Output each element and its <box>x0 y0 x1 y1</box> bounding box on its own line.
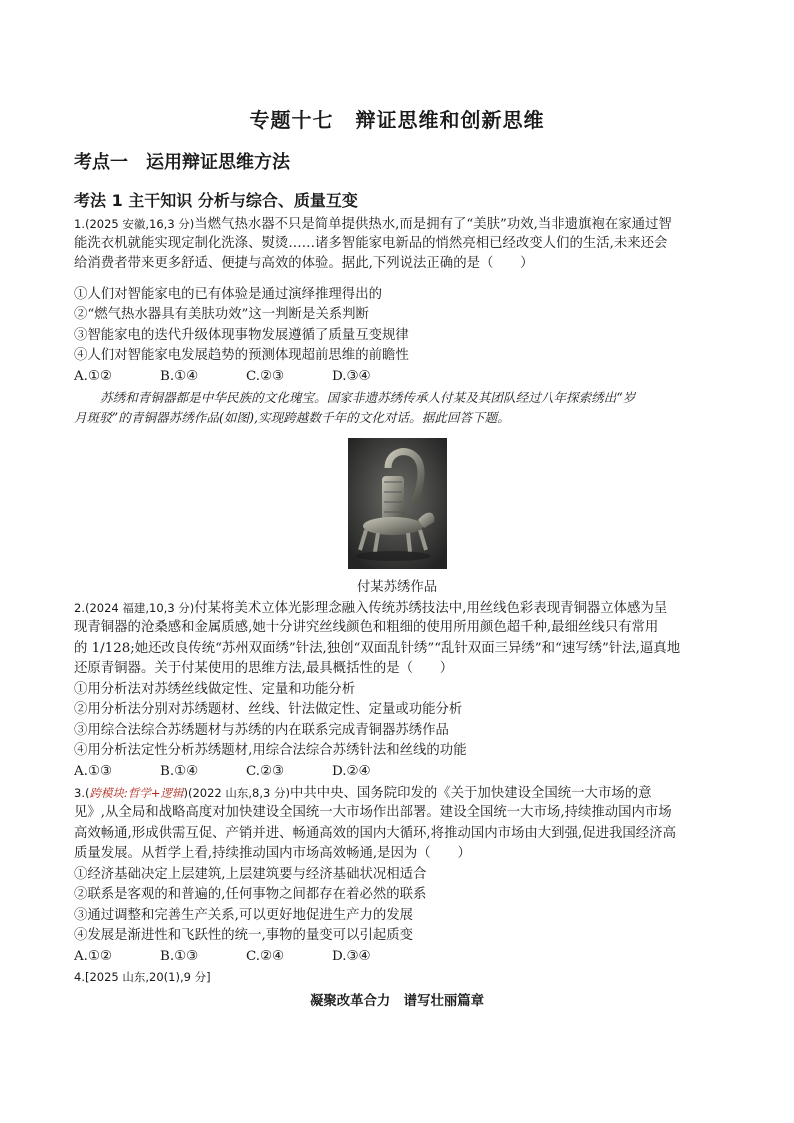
q2-choice-d: D.②④ <box>332 764 371 779</box>
q1-option-3: ③智能家电的迭代升级体现事物发展遵循了质量互变规律 <box>74 328 409 343</box>
q1-choice-a: A.①② <box>74 369 112 384</box>
q2-line-2: 现青铜器的沧桑感和金属质感,她十分讲究丝线颜色和粗细的使用所用颜色超千种,最细丝线只有常用 <box>74 620 659 635</box>
q1-choices <box>74 367 724 387</box>
q2-choices <box>74 762 724 782</box>
bronze-embroidery-photo <box>348 438 447 569</box>
q4-line-1 <box>74 967 724 988</box>
title-part-name: 辩证思维和创新思维 <box>355 108 545 132</box>
section-name: 运用辩证思维方法 <box>146 152 290 173</box>
q3-line-1 <box>74 783 724 804</box>
q4-source: 4.[2025 山东,20(1),9 分] <box>74 970 211 984</box>
q3-choices <box>74 947 724 967</box>
q1-stem-start: 当燃气热水器不只是简单提供热水,而是拥有了“美肤”功效,当非遗旗袍在家通过智 <box>194 217 672 232</box>
title-part-topic: 专题十七 <box>249 108 334 132</box>
q1-choice-d: D.③④ <box>332 369 371 384</box>
q3-number: 3.( <box>74 786 90 800</box>
q4-material-heading: 凝聚改革合力 谱写壮丽篇章 <box>309 994 485 1009</box>
figure-caption: 付某苏绣作品 <box>356 580 438 595</box>
q3-source: )(2022 山东,8,3 分) <box>183 786 290 800</box>
q2-choice-b: B.①④ <box>160 764 199 779</box>
q1-line-2: 能洗衣机就能实现定制化洗涤、熨烫……诸多智能家电新品的悄然亮相已经改变人们的生活,未来还会 <box>74 236 668 251</box>
q1-choice-b: B.①④ <box>160 369 199 384</box>
q1-option-1: ①人们对智能家电的已有体验是通过演绎推理得出的 <box>74 287 382 302</box>
q3-stem-start: 中共中央、国务院印发的《关于加快建设全国统一大市场的意 <box>289 786 652 801</box>
q2-choice-a: A.①③ <box>74 764 112 779</box>
q2-line-4: 还原青铜器。关于付某使用的思维方法,最具概括性的是（ ） <box>74 661 454 676</box>
q2-line-3: 的 1/128;她还改良传统“苏州双面绣”针法,独创“双面乱针绣”“乱针双面三异绣”和“速写绣”针法,逼真地 <box>74 641 681 656</box>
q1-choice-c: C.②③ <box>246 369 285 384</box>
q1-line-1 <box>74 214 724 235</box>
q1-option-4: ④人们对智能家电发展趋势的预测体现超前思维的前瞻性 <box>74 348 409 363</box>
q2-option-4: ④用分析法定性分析苏绣题材,用综合法综合苏绣针法和丝线的功能 <box>74 743 467 758</box>
q3-line-3: 高效畅通,形成供需互促、产销并进、畅通高效的国内大循环,将推动国内市场由大到强,促进我国经济高 <box>74 826 676 841</box>
method-heading: 考法 1 主干知识 分析与综合、质量互变 <box>74 191 358 210</box>
q3-option-3: ③通过调整和完善生产关系,可以更好地促进生产力的发展 <box>74 908 414 923</box>
q2-choice-c: C.②③ <box>246 764 285 779</box>
material-line-2: 月斑驳”的青铜器苏绣作品(如图),实现跨越数千年的文化对话。据此回答下题。 <box>74 410 510 425</box>
q3-line-2: 见》,从全局和战略高度对加快建设全国统一大市场作出部署。建设全国统一大市场,持续推动国内市场 <box>74 805 672 820</box>
q2-option-3: ③用综合法综合苏绣题材与苏绣的内在联系完成青铜器苏绣作品 <box>74 723 449 738</box>
q3-cross-module-tag: 跨模块:哲学+逻辑 <box>89 786 184 800</box>
section-heading <box>74 148 290 174</box>
q2-line-1 <box>74 598 724 619</box>
q3-option-4: ④发展是渐进性和飞跃性的统一,事物的量变可以引起质变 <box>74 928 414 943</box>
q3-line-4: 质量发展。从哲学上看,持续推动国内市场高效畅通,是因为（ ） <box>74 846 471 861</box>
q1-source: 1.(2025 安徽,16,3 分) <box>74 217 195 231</box>
q2-stem-start: 付某将美术立体光影理念融入传统苏绣技法中,用丝线色彩表现青铜器立体感为呈 <box>194 601 668 616</box>
q2-option-2: ②用分析法分别对苏绣题材、丝线、针法做定性、定量或功能分析 <box>74 702 463 717</box>
page-title <box>0 104 794 133</box>
material-line-1: 苏绣和青铜器都是中华民族的文化瑰宝。国家非遗苏绣传承人付某及其团队经过八年探索绣出“岁 <box>100 390 636 405</box>
q3-option-2: ②联系是客观的和普遍的,任何事物之间都存在着必然的联系 <box>74 887 427 902</box>
q1-line-3: 给消费者带来更多舒适、便捷与高效的体验。据此,下列说法正确的是（ ） <box>74 256 534 271</box>
q3-option-1: ①经济基础决定上层建筑,上层建筑要与经济基础状况相适合 <box>74 867 427 882</box>
q2-option-1: ①用分析法对苏绣丝线做定性、定量和功能分析 <box>74 682 356 697</box>
q2-source: 2.(2024 福建,10,3 分) <box>74 601 195 615</box>
q1-option-2: ②“燃气热水器具有美肤功效”这一判断是关系判断 <box>74 307 369 322</box>
q3-choice-d: D.③④ <box>332 949 371 964</box>
section-number: 考点一 <box>74 152 128 173</box>
q3-choice-a: A.①② <box>74 949 112 964</box>
q3-choice-b: B.①③ <box>160 949 199 964</box>
q3-choice-c: C.②④ <box>246 949 285 964</box>
